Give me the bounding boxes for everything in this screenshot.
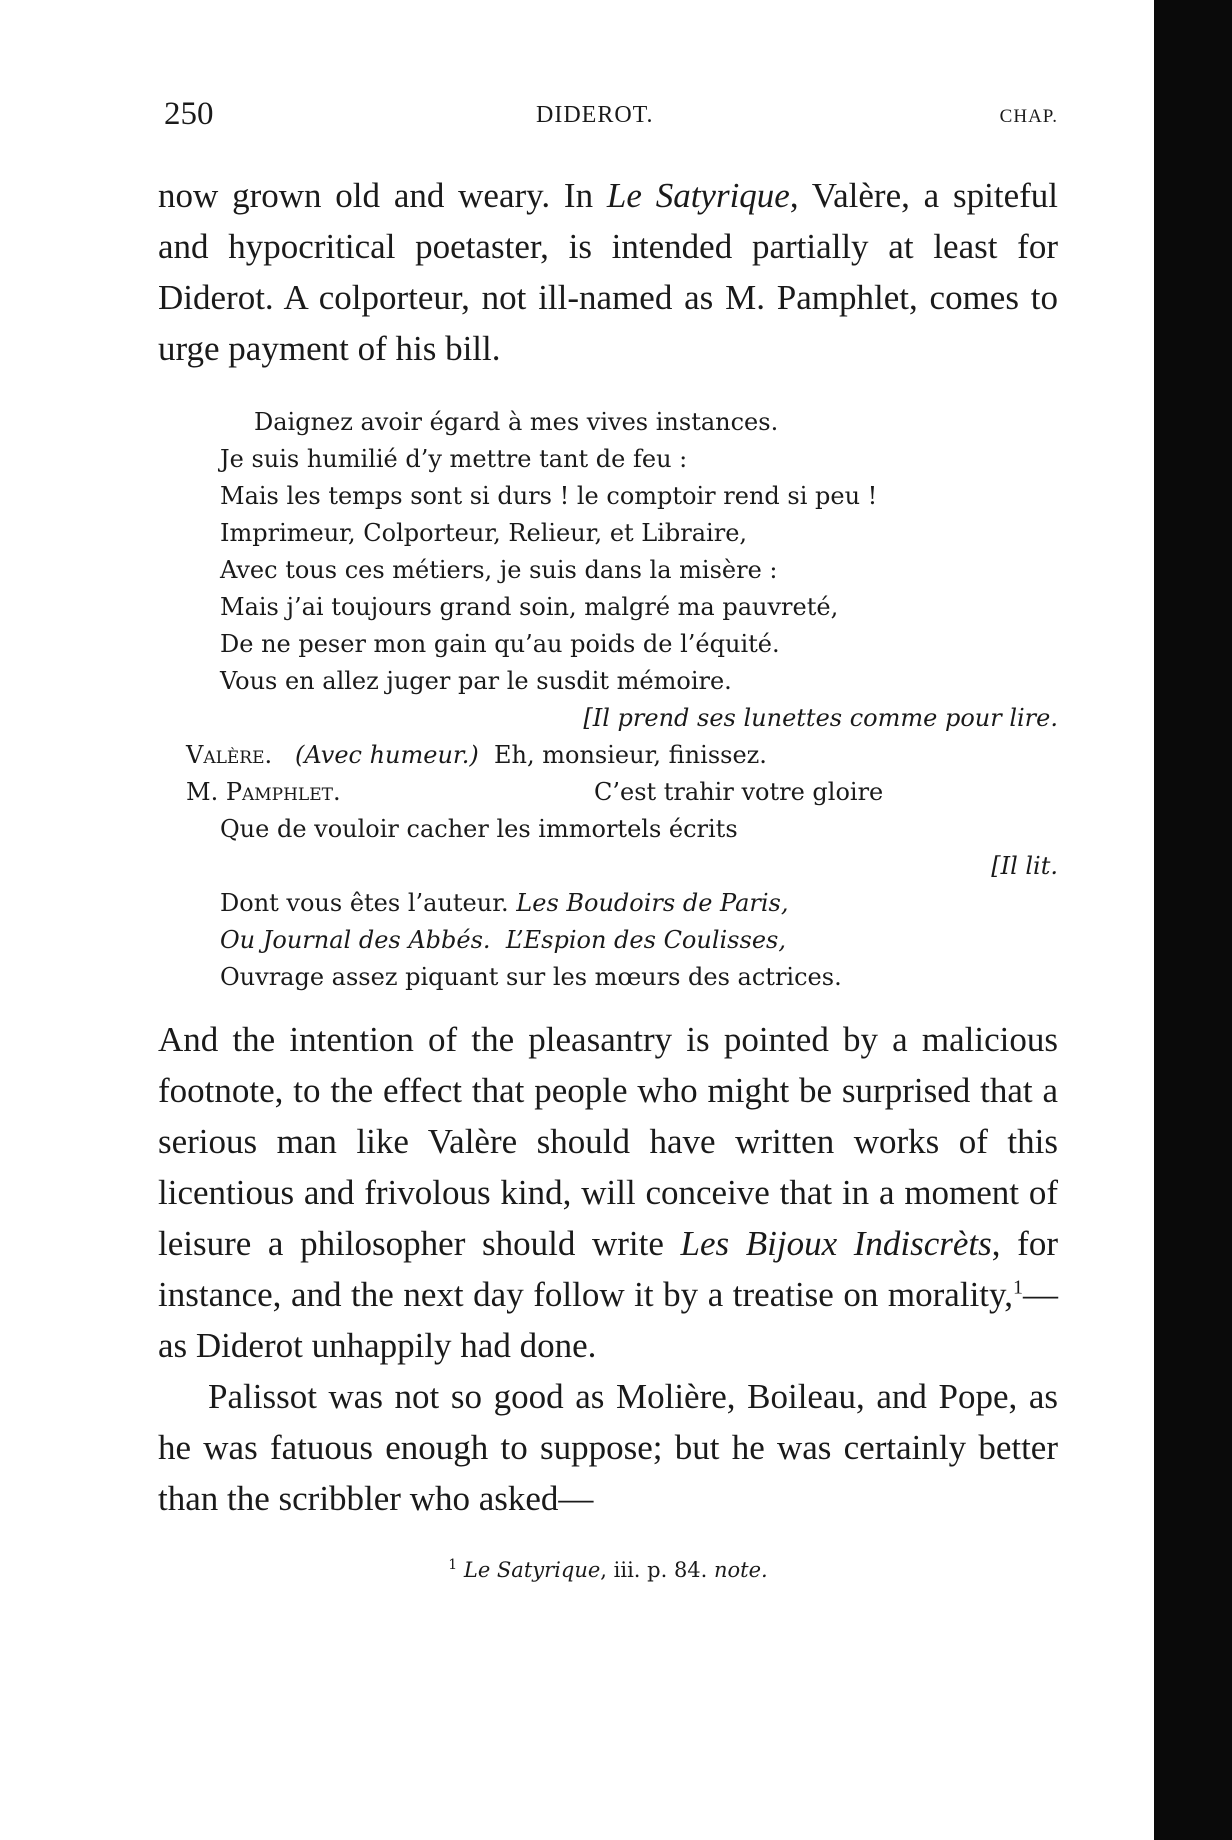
work-title: Ou Journal des Abbés. <box>220 926 491 954</box>
para2-text-b: , for instance, and the next day follow it by a treatise on morality, <box>158 1224 1058 1314</box>
verse-line: Mais j’ai toujours grand soin, malgré ma pauvreté, <box>220 593 839 621</box>
paragraph-1 <box>158 170 1058 374</box>
running-title: DIDEROT. <box>536 102 654 128</box>
page-number: 250 <box>164 96 214 132</box>
verse-line: Imprimeur, Colporteur, Relieur, et Libraire, <box>220 519 748 547</box>
speech-text: C’est trahir votre gloire <box>594 778 884 806</box>
footnote-note: note. <box>714 1558 768 1582</box>
verse-line: Ouvrage assez piquant sur les mœurs des actrices. <box>220 963 842 991</box>
paragraph-2 <box>158 1014 1058 1371</box>
verse-line: Je suis humilié d’y mettre tant de feu : <box>220 445 688 473</box>
verse-line: Mais les temps sont si durs ! le comptoir rend si peu ! <box>220 482 878 510</box>
speech-text: Eh, monsieur, finissez. <box>494 741 767 769</box>
verse-line: Vous en allez juger par le susdit mémoire. <box>220 667 732 695</box>
footnote-title: Le Satyrique <box>463 1558 601 1582</box>
verse-line: Daignez avoir égard à mes vives instances. <box>254 408 779 436</box>
page-header <box>158 96 1058 140</box>
work-title: Les Boudoirs de Paris, <box>516 889 789 917</box>
footnote <box>158 1558 1058 1582</box>
para1-text-b: , Valère, a spiteful and hypocritical poetaster, is intended partially at least for Diderot. A colporteur, not ill-named as M. Pamphlet, comes to urge payment of his bill. <box>158 176 1058 368</box>
verse-line: Avec tous ces métiers, je suis dans la misère : <box>220 556 778 584</box>
scan-edge-shadow <box>1154 0 1232 1840</box>
verse-quotation <box>158 404 1058 996</box>
verse-line <box>158 922 1058 959</box>
footnote-reference[interactable]: 1 <box>1013 1276 1023 1299</box>
speech-valere <box>158 737 1058 774</box>
verse-line: Que de vouloir cacher les immortels écrits <box>220 815 738 843</box>
para2-title: Les Bijoux Indiscrèts <box>680 1224 992 1263</box>
para1-text-a: now grown old and weary. In <box>158 176 607 215</box>
verse-text: Dont vous êtes l’auteur. <box>220 889 517 917</box>
work-title: L’Espion des Coulisses, <box>505 926 786 954</box>
footnote-mark: 1 <box>448 1557 458 1573</box>
verse-line <box>158 885 1058 922</box>
para1-title: Le Satyrique <box>606 176 790 215</box>
speaker-name: M. Pamphlet. <box>186 778 341 806</box>
paragraph-3: Palissot was not so good as Molière, Boileau, and Pope, as he was fatuous enough to suppose; but he was certainly better than the scribbler who asked— <box>158 1377 1058 1518</box>
speaker-direction: (Avec humeur.) <box>295 741 479 769</box>
stage-direction: [Il prend ses lunettes comme pour lire. <box>583 704 1058 732</box>
footnote-ref: , iii. p. 84. <box>600 1558 715 1582</box>
para2-text-c: —as Diderot unhappily had done. <box>158 1275 1058 1365</box>
para2-text-a: And the intention of the pleasantry is pointed by a malicious footnote, to the effect that people who might be surprised that a serious man like Valère should have written works of this licentious and frivolous kind, will conceive that in a moment of leisure a philosopher should write <box>158 1020 1058 1263</box>
speaker-name: Valère. <box>186 741 273 769</box>
chapter-mark: CHAP. <box>999 106 1058 127</box>
verse-line: De ne peser mon gain qu’au poids de l’équité. <box>220 630 780 658</box>
book-page <box>158 96 1058 1582</box>
stage-direction: [Il lit. <box>991 852 1058 880</box>
speech-pamphlet <box>158 774 1058 811</box>
